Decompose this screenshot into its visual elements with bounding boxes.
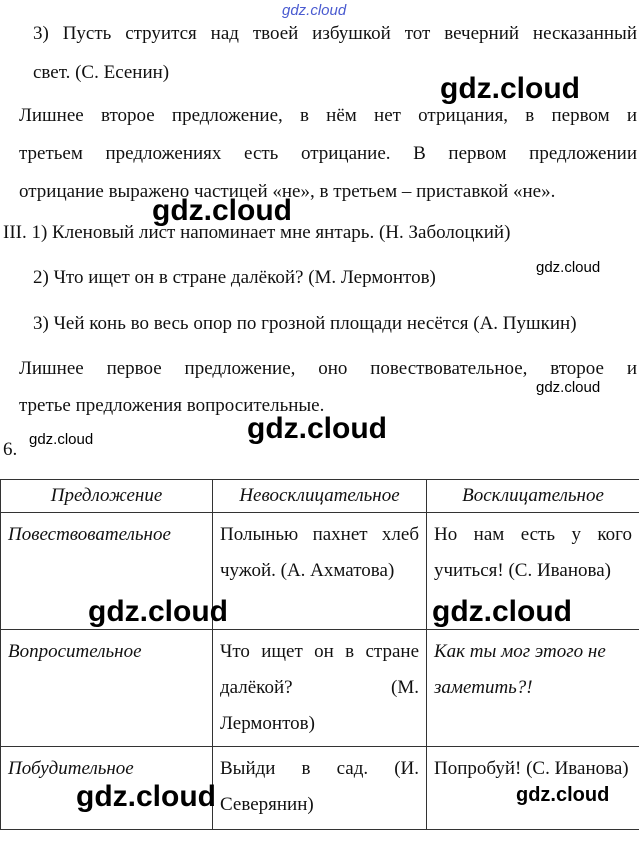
block2-item3-line2: свет. (С. Есенин) bbox=[33, 62, 170, 83]
table-cell-type: Вопросительное bbox=[1, 630, 213, 747]
table-cell-non-exclamatory: Полынью пахнет хлеб чужой. (А. Ахматова) bbox=[213, 513, 427, 630]
watermark: gdz.cloud bbox=[88, 595, 228, 628]
block3-item1: III. 1) Кленовый лист напоминает мне янтарь. (Н. Заболоцкий) bbox=[3, 222, 511, 243]
table-cell-exclamatory: Как ты мог этого не заметить?! bbox=[427, 630, 639, 747]
block2-explain-line3: отрицание выражено частицей «не», в третьем – приставкой «не». bbox=[19, 181, 556, 202]
block2-explain-line1: Лишнее второе предложение, в нём нет отрицания, в первом и bbox=[19, 105, 637, 126]
watermark: gdz.cloud bbox=[247, 412, 387, 445]
task-number: 6. bbox=[3, 439, 18, 460]
watermark: gdz.cloud bbox=[516, 784, 610, 806]
table-header: Невосклицательное bbox=[213, 480, 427, 513]
table-cell-type: Побудительное bbox=[1, 747, 213, 830]
block3-item2: 2) Что ищет он в стране далёкой? (М. Лермонтов) bbox=[33, 267, 436, 288]
table-cell-non-exclamatory: Выйди в сад. (И. Северянин) bbox=[213, 747, 427, 830]
block3-explain-line2: третье предложения вопросительные. bbox=[19, 395, 325, 416]
watermark: gdz.cloud bbox=[29, 431, 94, 448]
watermark: gdz.cloud bbox=[152, 194, 292, 227]
watermark: gdz.cloud bbox=[76, 780, 216, 813]
sentence-types-table bbox=[0, 479, 639, 830]
block3-item3: 3) Чей конь во весь опор по грозной площади несётся (А. Пушкин) bbox=[33, 313, 577, 334]
block2-item3-line1: 3) Пусть струится над твоей избушкой тот вечерний несказанный bbox=[33, 23, 637, 44]
table-cell-non-exclamatory: Что ищет он в стране далёкой? (М. Лермонтов) bbox=[213, 630, 427, 747]
block3-explain-line1: Лишнее первое предложение, оно повествовательное, второе и bbox=[19, 358, 637, 379]
table-cell-exclamatory: Но нам есть у кого учиться! (С. Иванова) bbox=[427, 513, 639, 630]
table-header: Восклицательное bbox=[427, 480, 639, 513]
watermark: gdz.cloud bbox=[536, 259, 601, 276]
table-header: Предложение bbox=[1, 480, 213, 513]
watermark: gdz.cloud bbox=[440, 72, 580, 105]
watermark: gdz.cloud bbox=[536, 379, 601, 396]
block2-explain-line2: третьем предложениях есть отрицание. В первом предложении bbox=[19, 143, 637, 164]
table-cell-exclamatory: Попробуй! (С. Иванова) bbox=[427, 747, 639, 830]
table-header-row bbox=[1, 480, 639, 513]
table-row bbox=[1, 630, 639, 747]
table-cell-type: Повествовательное bbox=[1, 513, 213, 630]
watermark: gdz.cloud bbox=[432, 595, 572, 628]
watermark-top: gdz.cloud bbox=[282, 2, 347, 19]
